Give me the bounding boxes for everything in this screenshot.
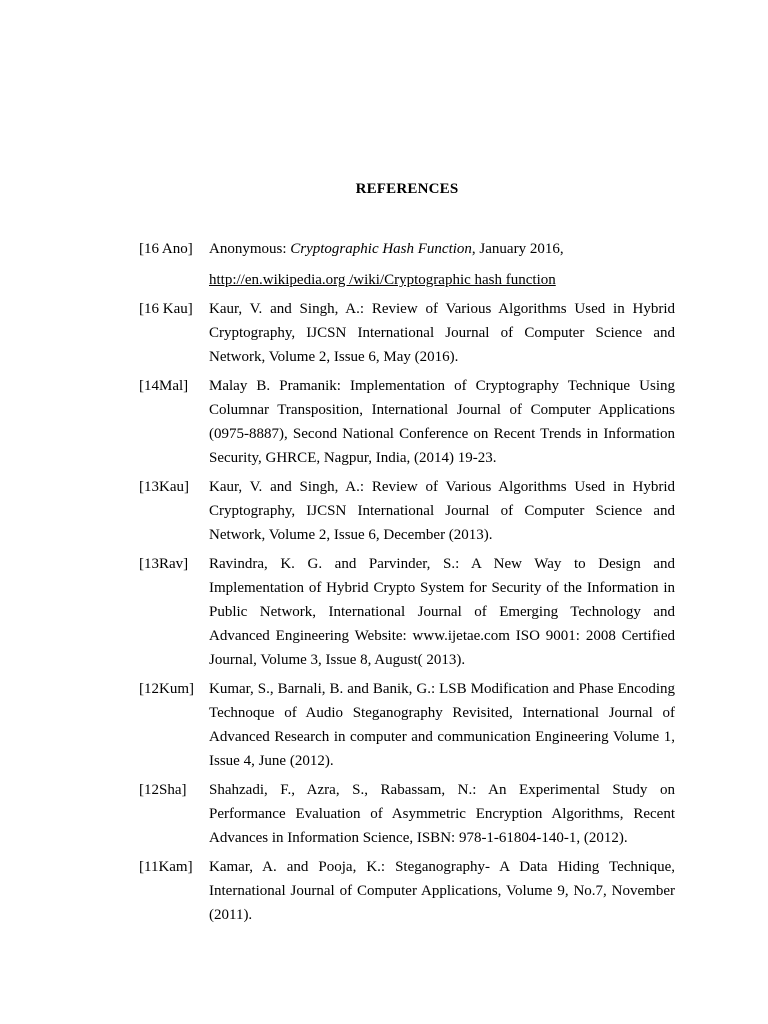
reference-item-12-sha (139, 778, 675, 850)
reference-text: Kamar, A. and Pooja, K.: Steganography- A Data Hiding Technique, International Journal of Computer Applications, Volume 9, No.7, November (2011). (209, 859, 675, 923)
reference-text: Ravindra, K. G. and Parvinder, S.: A New Way to Design and Implementation of Hybrid Crypto System for Security of the Information in Public Network, International Journal of Emerging Technology and Advanced Engineering Website: www.ijetae.com ISO 9001: 2008 Certified Journal, Volume 3, Issue 8, August( 2013). (209, 556, 675, 668)
reference-item-13-kau (139, 475, 675, 547)
reference-key: [12Sha] (139, 782, 187, 798)
reference-text: Malay B. Pramanik: Implementation of Cryptography Technique Using Columnar Transposition, International Journal of Computer Applications (0975-8887), Second National Conference on Recent Trends in Information Security, GHRCE, Nagpur, India, (2014) 19-23. (209, 378, 675, 466)
references-heading: REFERENCES (355, 181, 459, 197)
reference-item-14-mal (139, 374, 675, 470)
reference-item-16-kau (139, 297, 675, 369)
reference-text: Shahzadi, F., Azra, S., Rabassam, N.: An Experimental Study on Performance Evaluation of Asymmetric Encryption Algorithms, Recent Advances in Information Science, ISBN: 978-1-61804-140-1, (2012). (209, 782, 675, 846)
reference-key: [13Kau] (139, 479, 189, 495)
reference-key: [14Mal] (139, 378, 189, 394)
reference-key: [16 Kau] (139, 301, 193, 317)
reference-item-12-kum (139, 677, 675, 773)
reference-item-13-rav (139, 552, 675, 672)
reference-key: [12Kum] (139, 681, 194, 697)
reference-item-11-kam (139, 855, 675, 927)
reference-list (139, 237, 675, 932)
reference-text: Kaur, V. and Singh, A.: Review of Various Algorithms Used in Hybrid Cryptography, IJCSN International Journal of Computer Science and Network, Volume 2, Issue 6, May (2016). (209, 301, 675, 365)
reference-key: [11Kam] (139, 859, 193, 875)
reference-item-16-ano (139, 237, 675, 292)
reference-title: Cryptographic Hash Function (290, 241, 472, 257)
reference-author: Anonymous: (209, 241, 291, 257)
reference-text: Kaur, V. and Singh, A.: Review of Various Algorithms Used in Hybrid Cryptography, IJCSN International Journal of Computer Science and Network, Volume 2, Issue 6, December (2013). (209, 479, 675, 543)
reference-text: Kumar, S., Barnali, B. and Banik, G.: LSB Modification and Phase Encoding Technoque of Audio Steganography Revisited, International Journal of Advanced Research in computer and communication Engineering Volume 1, Issue 4, June (2012). (209, 681, 675, 769)
reference-date: , January 2016, (471, 241, 564, 257)
reference-key: [16 Ano] (139, 241, 193, 257)
reference-text (209, 237, 675, 292)
reference-key: [13Rav] (139, 556, 189, 572)
reference-url-link[interactable]: http://en.wikipedia.org /wiki/Cryptographic hash function (209, 272, 556, 288)
